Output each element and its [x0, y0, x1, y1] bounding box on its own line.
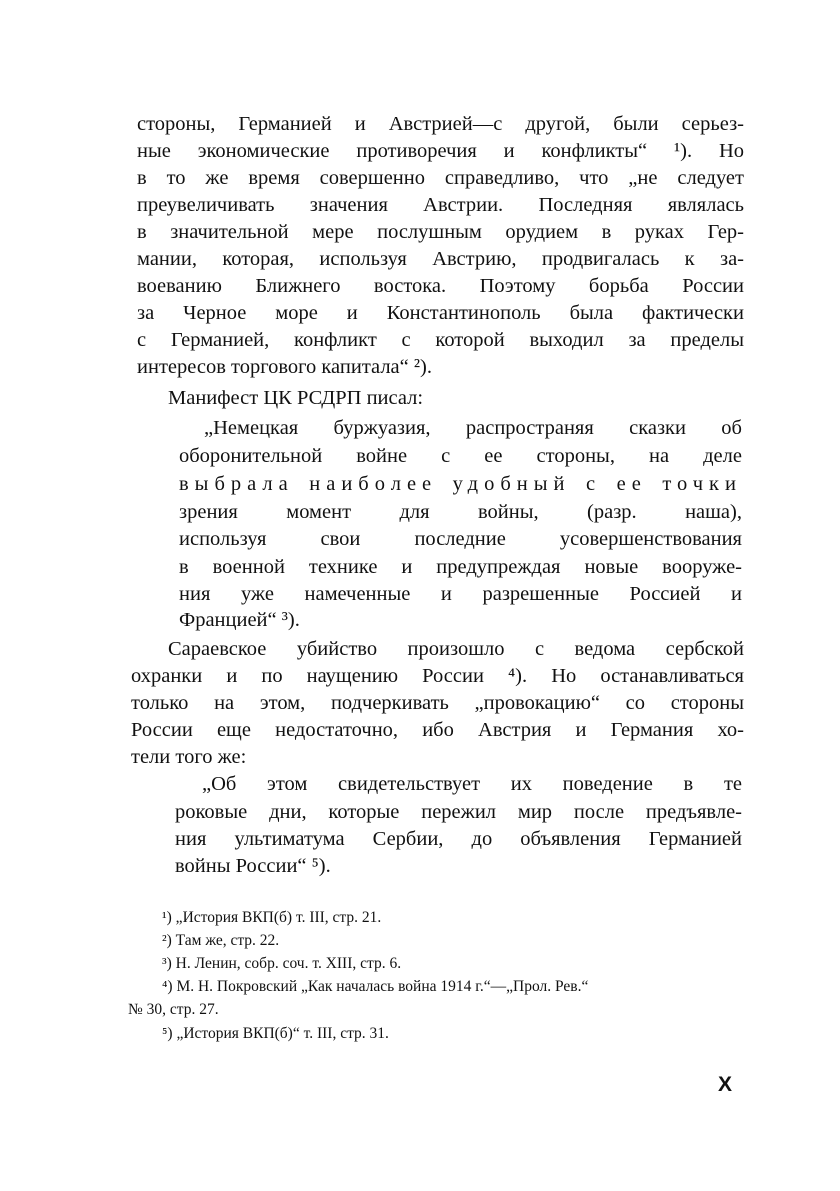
footnote-4-continuation: № 30, стр. 27.: [128, 1001, 219, 1018]
quote-line: ния ультиматума Сербии, до объявления Германией: [175, 828, 742, 850]
footnote-3: ³) Н. Ленин, собр. соч. т. XIII, стр. 6.: [162, 955, 402, 972]
quote-line: войны России“ ⁵).: [175, 855, 331, 877]
text-line: тели того же:: [131, 746, 247, 768]
text-line: интересов торгового капитала“ ²).: [137, 356, 432, 378]
text-line: воеванию Ближнего востока. Поэтому борьба России: [137, 275, 744, 297]
text-line: Сараевское убийство произошло с ведома сербской: [168, 638, 744, 660]
footnote-5: ⁵) „История ВКП(б)“ т. III, стр. 31.: [162, 1025, 389, 1042]
text-line: охранки и по наущению России ⁴). Но останавливаться: [131, 665, 744, 687]
footnote-4: ⁴) М. Н. Покровский „Как началась война 1914 г.“—„Прол. Рев.“: [162, 978, 589, 995]
quote-line: роковые дни, которые пережил мир после предъявле-: [175, 801, 742, 823]
text-line: России еще недостаточно, ибо Австрия и Германия хо-: [131, 719, 744, 741]
footnote-2: ²) Там же, стр. 22.: [162, 932, 280, 949]
text-line: только на этом, подчеркивать „провокацию“ со стороны: [131, 692, 744, 714]
text-line: с Германией, конфликт с которой выходил за пределы: [137, 329, 744, 351]
footnote-1: ¹) „История ВКП(б) т. III, стр. 21.: [162, 909, 382, 926]
quote-line: используя свои последние усовершенствования: [179, 528, 742, 550]
text-line: в значительной мере послушным орудием в руках Гер-: [137, 221, 744, 243]
text-line: ные экономические противоречия и конфликты“ ¹). Но: [137, 140, 744, 162]
text-line: стороны, Германией и Австрией—с другой, были серьез-: [137, 113, 744, 135]
quote-line: оборонительной войне с ее стороны, на деле: [179, 445, 742, 467]
quote-line: в военной технике и предупреждая новые вооруже-: [179, 556, 742, 578]
text-line: преувеличивать значения Австрии. Последняя являлась: [137, 194, 744, 216]
quote-line: „Об этом свидетельствует их поведение в те: [202, 773, 742, 795]
text-line: в то же время совершенно справедливо, что „не следует: [137, 167, 744, 189]
text-line: мании, которая, используя Австрию, продвигалась к за-: [137, 248, 744, 270]
text-line: за Черное море и Константинополь была фактически: [137, 302, 744, 324]
quote-line: Францией“ ³).: [179, 609, 300, 631]
quote-line: ния уже намеченные и разрешенные Россией и: [179, 583, 742, 605]
paragraph-2: Манифест ЦК РСДРП писал:: [168, 387, 424, 409]
quote-line: „Немецкая буржуазия, распространяя сказки об: [204, 417, 742, 439]
quote-line: выбрала наиболее удобный с ее точки: [179, 473, 742, 495]
page-number: X: [718, 1073, 733, 1096]
quote-line: зрения момент для войны, (разр. наша),: [179, 501, 742, 523]
